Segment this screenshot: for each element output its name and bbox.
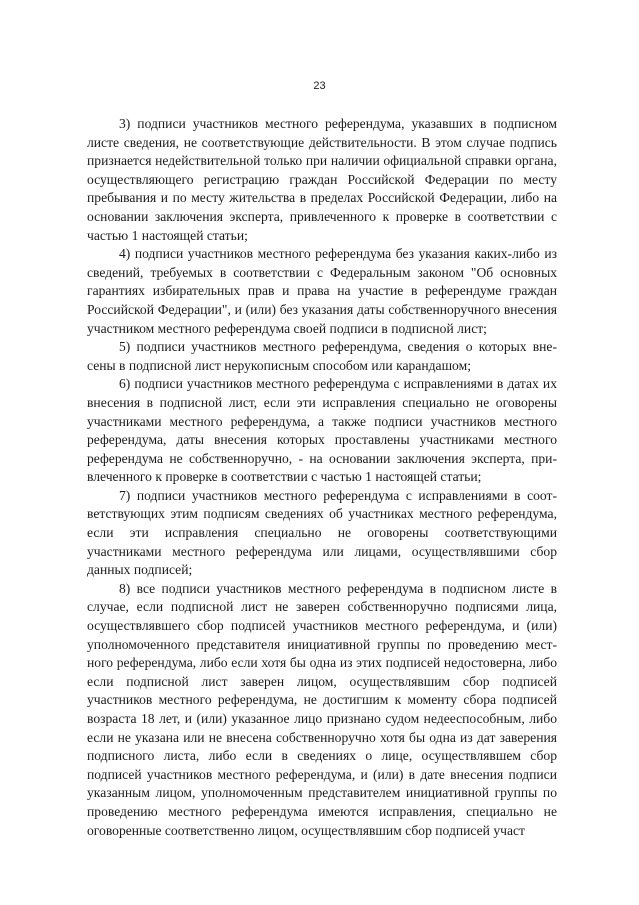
paragraph-item-8: 8) все подписи участников местного референдума в подписном листе в случае, если подписной лист не заверен собственноручно подписями лица, осуществлявшего сбор подписей участников местного референдума, и (или) уполномоченного представителя инициативной группы по проведению местного референдума, либо если хотя бы одна из этих подписей недостоверна, либо если подписной лист заверен лицом, осуществлявшим сбор подписей участников местного референдума, не достигшим к моменту сбора подписей возраста 18 лет, и (или) указанное лицо признано судом недееспособным, либо если не указана или не внесена собственноручно хотя бы одна из дат заверения подписного листа, либо если в сведениях о лице, осуществлявшем сбор подписей участников местного референдума, и (или) в дате внесения подписи указанным лицом, уполномоченным представителем инициативной группы по проведению местного референдума имеются исправления, специально не оговоренные соответственно лицом, осуществлявшим сбор подписей участ (87, 580, 557, 838)
paragraph-item-6: 6) подписи участников местного референдума с исправлениями в датах их внесения в подписной лист, если эти исправления специально не оговорены участниками местного референдума, а также подписи участников местного референдума, даты внесения которых проставлены участниками местного референдума не собственноручно, - на основании заключения эксперта, привлеченного к проверке в соответствии с частью 1 настоящей статьи; (87, 376, 557, 485)
paragraph-item-4: 4) подписи участников местного референдума без указания каких-либо из сведений, требуемых в соответствии с Федеральным законом "Об основных гарантиях избирательных прав и права на участие в референдуме граждан Российской Федерации", и (или) без указания даты собственноручного внесения участником местного референдума своей подписи в подписной лист; (87, 246, 557, 336)
page-number: 23 (313, 80, 326, 92)
document-body (87, 115, 557, 840)
paragraph-item-3: 3) подписи участников местного референдума, указавших в подписном листе сведения, не соответствующие действительности. В этом случае подпись признается недействительной только при наличии официальной справки органа, осуществляющего регистрацию граждан Российской Федерации по месту пребывания и по месту жительства в пределах Российской Федерации, либо на основании заключения эксперта, привлеченного к проверке в соответствии с частью 1 настоящей статьи; (87, 116, 557, 243)
paragraph-item-5: 5) подписи участников местного референдума, сведения о которых внесены в подписной лист нерукописным способом или карандашом; (87, 339, 557, 373)
paragraph-item-7: 7) подписи участников местного референдума с исправлениями в соответствующих этим подписям сведениях об участниках местного референдума, если эти исправления специально не оговорены соответствующими участниками местного референдума или лицами, осуществлявшими сбор данных подписей; (87, 487, 557, 578)
